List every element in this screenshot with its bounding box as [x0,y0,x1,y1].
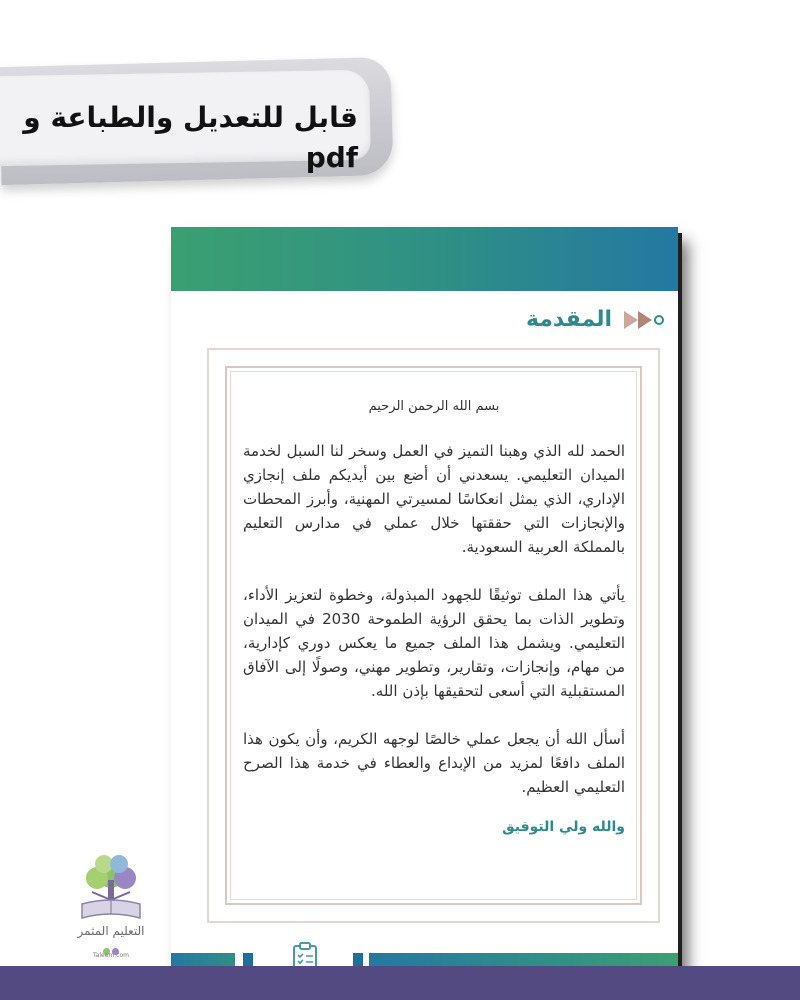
banner-text: قابل للتعديل والطباعة و pdf [23,101,358,174]
closing-line: والله ولي التوفيق [502,819,625,835]
basmala: بسم الله الرحمن الرحيم [368,399,500,414]
bullet-dot-icon [654,315,664,325]
bottom-bar [0,966,800,1000]
paragraph-1: الحمد لله الذي وهبنا التميز في العمل وسخر لنا السبل لخدمة الميدان التعليمي. يسعدني أن أضع بين أيديكم ملف إنجازي الإداري، الذي يمثل انعكاسًا لمسيرتي المهنية، وأبرز المحطات والإنجازات التي حققتها خلال عملي في مدارس التعليم بالمملكة العربية السعودية. [243,442,625,556]
logo-name: التعليم المثمر [77,924,145,938]
paragraph-2: يأتي هذا الملف توثيقًا للجهود المبذولة، وخطوة لتعزيز الأداء، وتطوير الذات بما يحقق الرؤية الطموحة 2030 في الميدان التعليمي. ويشمل هذا الملف جميع ما يعكس دوري كإدارية، من مهام، وإنجازات، وتقارير، وتطوير مهني، وصولًا إلى الآفاق المستقبلية التي أسعى لتحقيقها بإذن الله. [243,586,625,700]
introduction-body [243,387,625,839]
page-header-bar [171,227,678,291]
logo-url: Taleem.com [93,952,129,959]
paragraph-3: أسأل الله أن يجعل عملي خالصًا لوجهه الكريم، وأن يكون هذا الملف دافعًا لمزيد من الإبداع والعطاء في خدمة هذا الصرح التعليمي العظيم. [243,730,625,796]
section-title: المقدمة [525,307,612,332]
section-heading [526,307,664,332]
tree-book-icon [72,852,150,924]
double-arrow-icon [624,311,648,329]
document-page [171,227,678,975]
site-logo [72,852,150,962]
